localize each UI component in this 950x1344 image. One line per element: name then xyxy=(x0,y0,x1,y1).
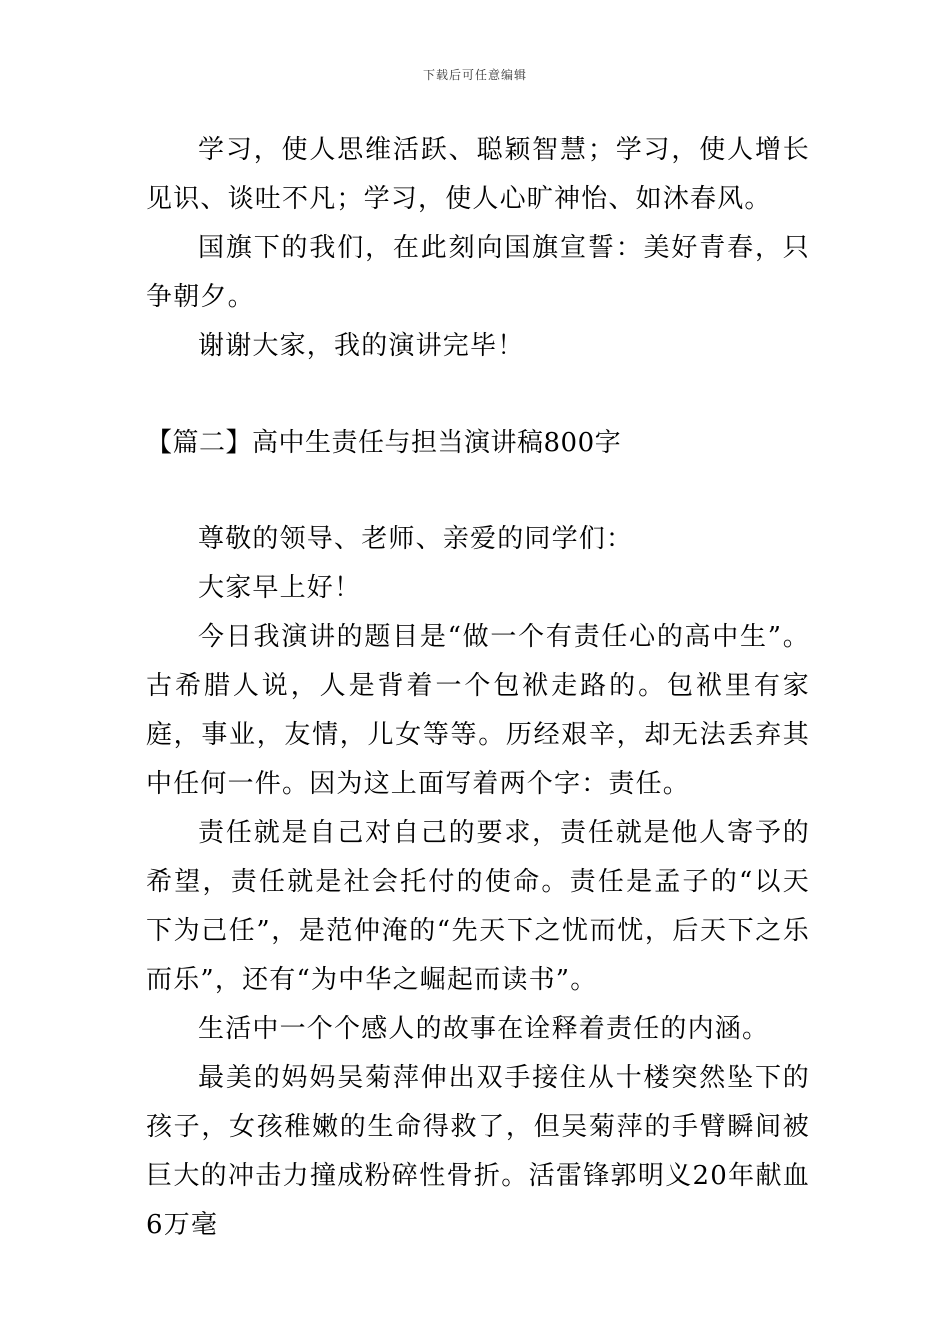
header-note: 下载后可任意编辑 xyxy=(422,68,527,82)
paragraph-examples: 最美的妈妈吴菊萍伸出双手接住从十楼突然坠下的孩子，女孩稚嫩的生命得救了，但吴菊萍的手臂瞬间被巨大的冲击力撞成粉碎性骨折。活雷锋郭明义20年献血6万毫 xyxy=(146,1063,810,1240)
paragraph-topic: 今日我演讲的题目是“做一个有责任心的高中生”。古希腊人说，人是背着一个包袱走路的。包袱里有家庭，事业，友情，儿女等等。历经艰辛，却无法丢弃其中任何一件。因为这上面写着两个字：责任。 xyxy=(146,622,810,799)
paragraph-stories-intro: 生活中一个个感人的故事在诠释着责任的内涵。 xyxy=(198,1014,770,1044)
paragraph-good-morning: 大家早上好！ xyxy=(198,573,362,603)
section-title: 【篇二】高中生责任与担当演讲稿800字 xyxy=(146,428,622,458)
paragraph-oath: 国旗下的我们，在此刻向国旗宣誓：美好青春，只争朝夕。 xyxy=(146,233,810,312)
paragraph-learning: 学习，使人思维活跃、聪颖智慧；学习，使人增长见识、谈吐不凡；学习，使人心旷神怡、如沐春风。 xyxy=(146,135,810,214)
paragraph-responsibility-definition: 责任就是自己对自己的要求，责任就是他人寄予的希望，责任就是社会托付的使命。责任是孟子的“以天下为己任”，是范仲淹的“先天下之忧而忧，后天下之乐而乐”，还有“为中华之崛起而读书”。 xyxy=(146,818,810,995)
paragraph-closing: 谢谢大家，我的演讲完毕！ xyxy=(198,331,525,361)
paragraph-greeting-audience: 尊敬的领导、老师、亲爱的同学们： xyxy=(198,524,634,554)
document-body xyxy=(146,126,810,1250)
